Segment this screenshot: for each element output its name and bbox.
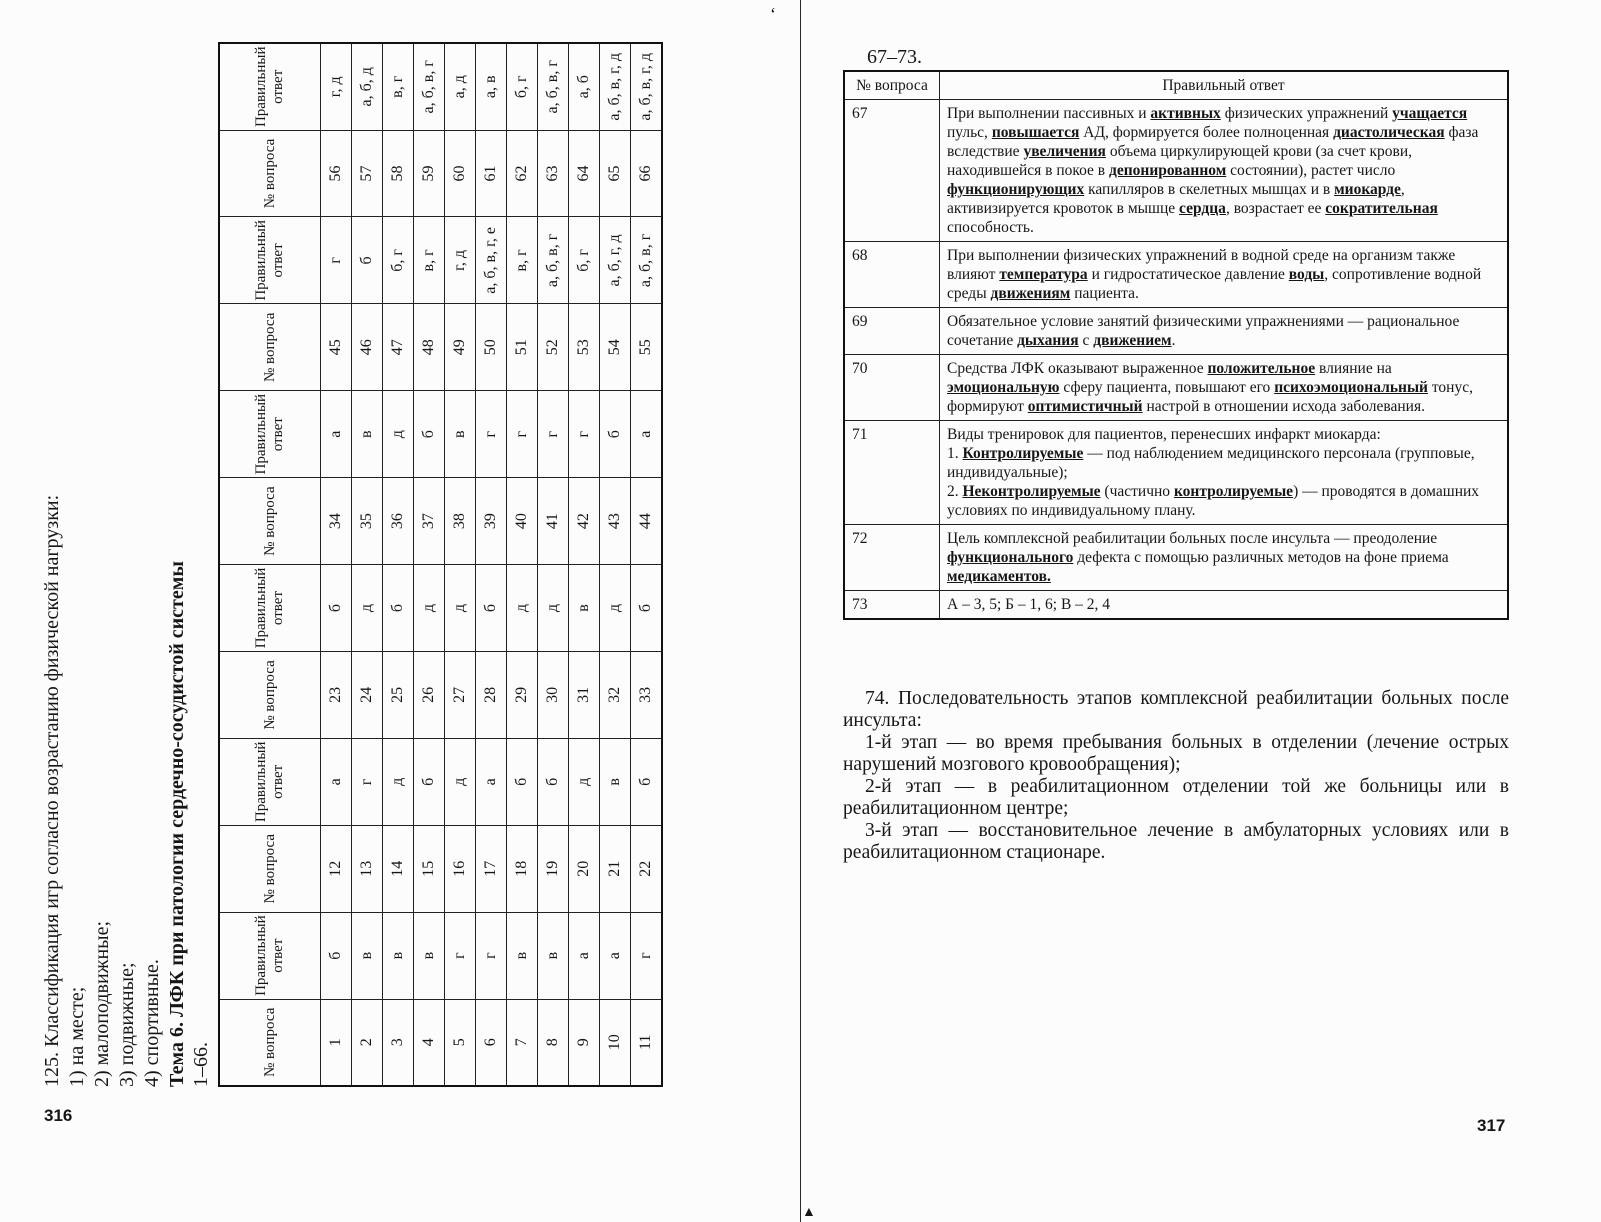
keyword: миокарде: [1334, 181, 1401, 198]
question-number-cell: 53: [569, 304, 600, 391]
answer-cell: в: [507, 912, 538, 999]
header-question-number: № вопроса: [219, 825, 321, 912]
keyword: диастолическая: [1333, 124, 1445, 141]
question-125-item: 1) на месте;: [66, 986, 88, 1087]
topic-title: Тема 6. ЛФК при патологии сердечно-сосудистой системы: [166, 561, 188, 1087]
table-row: [844, 308, 1508, 355]
table-row: [844, 242, 1508, 308]
answer-cell: б: [414, 738, 445, 825]
question-number-cell: 5: [445, 999, 476, 1086]
question-number-cell: 55: [631, 304, 663, 391]
question-number-cell: 25: [383, 651, 414, 738]
range-label: 1–66.: [190, 1042, 212, 1087]
keyword: эмоциональную: [947, 379, 1060, 396]
answer-cell: д: [507, 565, 538, 652]
answer-cell: б: [414, 391, 445, 478]
answer-cell: а, б, в, г: [538, 43, 569, 130]
answer-cell: в: [383, 912, 414, 999]
answer-cell: г: [631, 912, 663, 999]
table-row: [383, 43, 414, 1086]
question-number-cell: 47: [383, 304, 414, 391]
table-row: [507, 43, 538, 1086]
question-number-cell: 15: [414, 825, 445, 912]
question-number-cell: 34: [321, 478, 352, 565]
answer-cell: А – 3, 5; Б – 1, 6; В – 2, 4: [940, 591, 1509, 620]
answer-cell: б: [507, 738, 538, 825]
header-correct-answer: Правильный ответ: [219, 912, 321, 999]
answer-cell: г, д: [321, 43, 352, 130]
answer-cell: б, г: [507, 43, 538, 130]
answer-cell: а: [321, 391, 352, 478]
question-number-cell: 39: [476, 478, 507, 565]
header-question-number: № вопроса: [219, 999, 321, 1086]
answer-cell: д: [600, 565, 631, 652]
question-number-cell: 2: [352, 999, 383, 1086]
answer-cell: в: [414, 912, 445, 999]
answer-cell: б: [321, 912, 352, 999]
answer-cell: г: [507, 391, 538, 478]
header-question-number: № вопроса: [219, 130, 321, 217]
table-row: [844, 525, 1508, 591]
answer-cell: а, б: [569, 43, 600, 130]
answer-cell: б: [476, 565, 507, 652]
question-number-cell: 13: [352, 825, 383, 912]
question-number-cell: 63: [538, 130, 569, 217]
question-number-cell: 54: [600, 304, 631, 391]
answer-cell: а, б, в, г: [414, 43, 445, 130]
header-correct-answer: Правильный ответ: [940, 71, 1509, 100]
header-correct-answer: Правильный ответ: [219, 565, 321, 652]
table-row: [844, 591, 1508, 620]
question-number-cell: 43: [600, 478, 631, 565]
table-row: [569, 43, 600, 1086]
answer-cell: б, г: [383, 217, 414, 304]
question-125: [40, 42, 213, 1087]
answer-cell: в, г: [383, 43, 414, 130]
answer-table: [218, 42, 663, 1087]
answer-cell: а, б, в, г, д: [631, 43, 663, 130]
answer-cell: д: [383, 391, 414, 478]
answer-table-wrap: [218, 42, 663, 1087]
question-number-cell: 48: [414, 304, 445, 391]
range-label: 67–73.: [867, 46, 922, 68]
question-number-cell: 23: [321, 651, 352, 738]
question-number-cell: 38: [445, 478, 476, 565]
question-number-cell: 18: [507, 825, 538, 912]
question-number-cell: 8: [538, 999, 569, 1086]
answer-cell: а: [600, 912, 631, 999]
header-correct-answer: Правильный ответ: [219, 391, 321, 478]
answer-cell: б, г: [569, 217, 600, 304]
answer-cell: Виды тренировок для пациентов, перенесших инфаркт миокарда: 1. Контролируемые — под наблюдением медицинского персонала (групповые, индивидуальные); 2. Неконтролируемые (частично контролируемые) — проводятся в домашних условиях по индивидуальному плану.: [940, 421, 1509, 525]
question-number-cell: 4: [414, 999, 445, 1086]
answer-cell: г: [569, 391, 600, 478]
keyword: повышается: [991, 124, 1080, 141]
question-number-cell: 16: [445, 825, 476, 912]
answer-cell: д: [414, 565, 445, 652]
explanation-table: [843, 70, 1509, 620]
answer-cell: а, б, г, д: [600, 217, 631, 304]
answer-cell: в: [538, 912, 569, 999]
question-74-stage: 2-й этап — в реабилитационном отделении той же больницы или в реабилитационном центре;: [843, 776, 1509, 819]
answer-cell: б: [383, 565, 414, 652]
answer-cell: г: [321, 217, 352, 304]
answer-cell: в: [569, 565, 600, 652]
answer-cell: а: [569, 912, 600, 999]
question-number-cell: 66: [631, 130, 663, 217]
keyword: сократительная: [1325, 200, 1438, 217]
question-number-cell: 28: [476, 651, 507, 738]
answer-cell: Обязательное условие занятий физическими упражнениями — рациональное сочетание дыхания с движением.: [940, 308, 1509, 355]
header-question-number: № вопроса: [844, 71, 940, 100]
keyword: положительное: [1207, 360, 1316, 377]
answer-cell: а: [321, 738, 352, 825]
keyword: оптимистичный: [1027, 398, 1143, 415]
table-row: [844, 355, 1508, 421]
question-number-cell: 62: [507, 130, 538, 217]
answer-cell: в: [352, 912, 383, 999]
table-row: [414, 43, 445, 1086]
keyword: движениям: [990, 285, 1071, 302]
answer-cell: д: [538, 565, 569, 652]
question-number-cell: 69: [844, 308, 940, 355]
answer-cell: а: [476, 738, 507, 825]
table-row: [476, 43, 507, 1086]
keyword: воды: [1288, 266, 1325, 283]
table-row: [321, 43, 352, 1086]
question-number-cell: 70: [844, 355, 940, 421]
question-125-item: 2) малоподвижные;: [91, 920, 113, 1087]
table-row: [352, 43, 383, 1086]
question-number-cell: 44: [631, 478, 663, 565]
answer-cell: д: [445, 565, 476, 652]
answer-cell: в: [352, 391, 383, 478]
question-number-cell: 6: [476, 999, 507, 1086]
question-125-item: 3) подвижные;: [116, 962, 138, 1087]
spine-mark-bottom: ▲: [802, 1205, 816, 1220]
answer-cell: а: [631, 391, 663, 478]
question-number-cell: 61: [476, 130, 507, 217]
keyword: активных: [1150, 105, 1221, 122]
question-number-cell: 9: [569, 999, 600, 1086]
answer-cell: в: [445, 391, 476, 478]
question-number-cell: 60: [445, 130, 476, 217]
answer-cell: Средства ЛФК оказывают выраженное положительное влияние на эмоциональную сферу пациента, повышают его психоэмоциональный тонус, формируют оптимистичный настрой в отношении исхода заболевания.: [940, 355, 1509, 421]
question-number-cell: 67: [844, 100, 940, 242]
question-number-cell: 14: [383, 825, 414, 912]
keyword: увеличения: [1023, 143, 1106, 160]
question-number-cell: 36: [383, 478, 414, 565]
answer-cell: в, г: [507, 217, 538, 304]
question-number-cell: 73: [844, 591, 940, 620]
question-number-cell: 20: [569, 825, 600, 912]
question-125-title: 125. Классификация игр согласно возрастанию физической нагрузки:: [41, 494, 63, 1087]
answer-cell: а, б, в, г: [631, 217, 663, 304]
question-number-cell: 41: [538, 478, 569, 565]
question-number-cell: 57: [352, 130, 383, 217]
keyword: психоэмоциональный: [1274, 379, 1428, 396]
question-number-cell: 56: [321, 130, 352, 217]
answer-cell: а, д: [445, 43, 476, 130]
question-number-cell: 35: [352, 478, 383, 565]
keyword: Неконтролируемые: [962, 483, 1101, 500]
answer-cell: а, б, в, г, д: [600, 43, 631, 130]
question-number-cell: 26: [414, 651, 445, 738]
answer-cell: б: [631, 738, 663, 825]
answer-cell: б: [352, 217, 383, 304]
question-number-cell: 1: [321, 999, 352, 1086]
keyword: движением: [1093, 332, 1172, 349]
header-question-number: № вопроса: [219, 651, 321, 738]
question-number-cell: 45: [321, 304, 352, 391]
question-number-cell: 29: [507, 651, 538, 738]
table-row: [538, 43, 569, 1086]
answer-table-header: [219, 43, 321, 1086]
question-number-cell: 42: [569, 478, 600, 565]
answer-cell: б: [321, 565, 352, 652]
question-number-cell: 21: [600, 825, 631, 912]
spine-mark: ‘: [770, 4, 776, 24]
answer-cell: г: [445, 912, 476, 999]
question-number-cell: 7: [507, 999, 538, 1086]
table-row: [631, 43, 663, 1086]
question-74-stage: 3-й этап — восстановительное лечение в амбулаторных условиях или в реабилитационном стационаре.: [843, 820, 1509, 863]
keyword: депонированном: [1109, 162, 1227, 179]
question-number-cell: 51: [507, 304, 538, 391]
question-number-cell: 71: [844, 421, 940, 525]
question-number-cell: 10: [600, 999, 631, 1086]
question-number-cell: 31: [569, 651, 600, 738]
answer-cell: д: [569, 738, 600, 825]
answer-cell: г: [352, 738, 383, 825]
question-125-item: 4) спортивные.: [141, 959, 163, 1087]
question-number-cell: 40: [507, 478, 538, 565]
question-number-cell: 65: [600, 130, 631, 217]
answer-cell: г: [476, 391, 507, 478]
keyword: функционального: [947, 549, 1074, 566]
question-number-cell: 52: [538, 304, 569, 391]
page-number: 316: [44, 1106, 73, 1125]
table-row: [600, 43, 631, 1086]
keyword: сердца: [1179, 200, 1226, 217]
page-number: 317: [1477, 1116, 1506, 1135]
question-number-cell: 12: [321, 825, 352, 912]
answer-cell: г, д: [445, 217, 476, 304]
question-number-cell: 50: [476, 304, 507, 391]
question-number-cell: 32: [600, 651, 631, 738]
question-number-cell: 59: [414, 130, 445, 217]
left-page: [0, 0, 790, 1222]
question-number-cell: 33: [631, 651, 663, 738]
keyword: медикаментов.: [947, 568, 1051, 585]
answer-cell: д: [383, 738, 414, 825]
question-74: [843, 688, 1509, 864]
question-number-cell: 58: [383, 130, 414, 217]
question-74-stage: 1-й этап — во время пребывания больных в отделении (лечение острых нарушений мозгового кровообращения);: [843, 732, 1509, 775]
answer-cell: При выполнении физических упражнений в водной среде на организм также влияют температура и гидростатическое давление воды, сопротивление водной среды движениям пациента.: [940, 242, 1509, 308]
question-number-cell: 19: [538, 825, 569, 912]
header-correct-answer: Правильный ответ: [219, 738, 321, 825]
answer-cell: в, г: [414, 217, 445, 304]
answer-cell: б: [538, 738, 569, 825]
answer-cell: Цель комплексной реабилитации больных после инсульта — преодоление функционального дефекта с помощью различных методов на фоне приема медикаментов.: [940, 525, 1509, 591]
question-number-cell: 30: [538, 651, 569, 738]
question-number-cell: 11: [631, 999, 663, 1086]
question-number-cell: 22: [631, 825, 663, 912]
keyword: температура: [999, 266, 1088, 283]
question-number-cell: 46: [352, 304, 383, 391]
answer-cell: г: [476, 912, 507, 999]
answer-cell: д: [445, 738, 476, 825]
question-number-cell: 3: [383, 999, 414, 1086]
answer-cell: г: [538, 391, 569, 478]
table-row: [844, 421, 1508, 525]
question-number-cell: 27: [445, 651, 476, 738]
question-number-cell: 24: [352, 651, 383, 738]
keyword: учащается: [1392, 105, 1468, 122]
answer-cell: При выполнении пассивных и активных физических упражнений учащается пульс, повышается АД, формируется более полноценная диастолическая фаза вследствие увеличения объема циркулирующей крови (за счет крови, находившейся в покое в депонированном состоянии), растет число функционирующих капилляров в скелетных мышцах и в миокарде, активизируется кровоток в мышце сердца, возрастает ее сократительная способность.: [940, 100, 1509, 242]
header-question-number: № вопроса: [219, 304, 321, 391]
question-number-cell: 64: [569, 130, 600, 217]
header-correct-answer: Правильный ответ: [219, 217, 321, 304]
question-number-cell: 37: [414, 478, 445, 565]
keyword: контролируемые: [1173, 483, 1294, 500]
keyword: Контролируемые: [962, 445, 1084, 462]
answer-cell: а, б, в, г: [538, 217, 569, 304]
table-row: [844, 100, 1508, 242]
keyword: функционирующих: [947, 181, 1085, 198]
answer-cell: б: [600, 391, 631, 478]
question-number-cell: 49: [445, 304, 476, 391]
answer-cell: а, б, д: [352, 43, 383, 130]
answer-cell: д: [352, 565, 383, 652]
question-number-cell: 68: [844, 242, 940, 308]
question-number-cell: 72: [844, 525, 940, 591]
answer-cell: а, в: [476, 43, 507, 130]
right-page: [800, 0, 1601, 1222]
table-row: [445, 43, 476, 1086]
rotated-content: [40, 42, 654, 1087]
header-correct-answer: Правильный ответ: [219, 43, 321, 130]
answer-cell: в: [600, 738, 631, 825]
answer-cell: б: [631, 565, 663, 652]
question-number-cell: 17: [476, 825, 507, 912]
answer-cell: а, б, в, г, е: [476, 217, 507, 304]
header-question-number: № вопроса: [219, 478, 321, 565]
keyword: дыхания: [1017, 332, 1079, 349]
question-74-title: 74. Последовательность этапов комплексной реабилитации больных после инсульта:: [843, 688, 1509, 731]
